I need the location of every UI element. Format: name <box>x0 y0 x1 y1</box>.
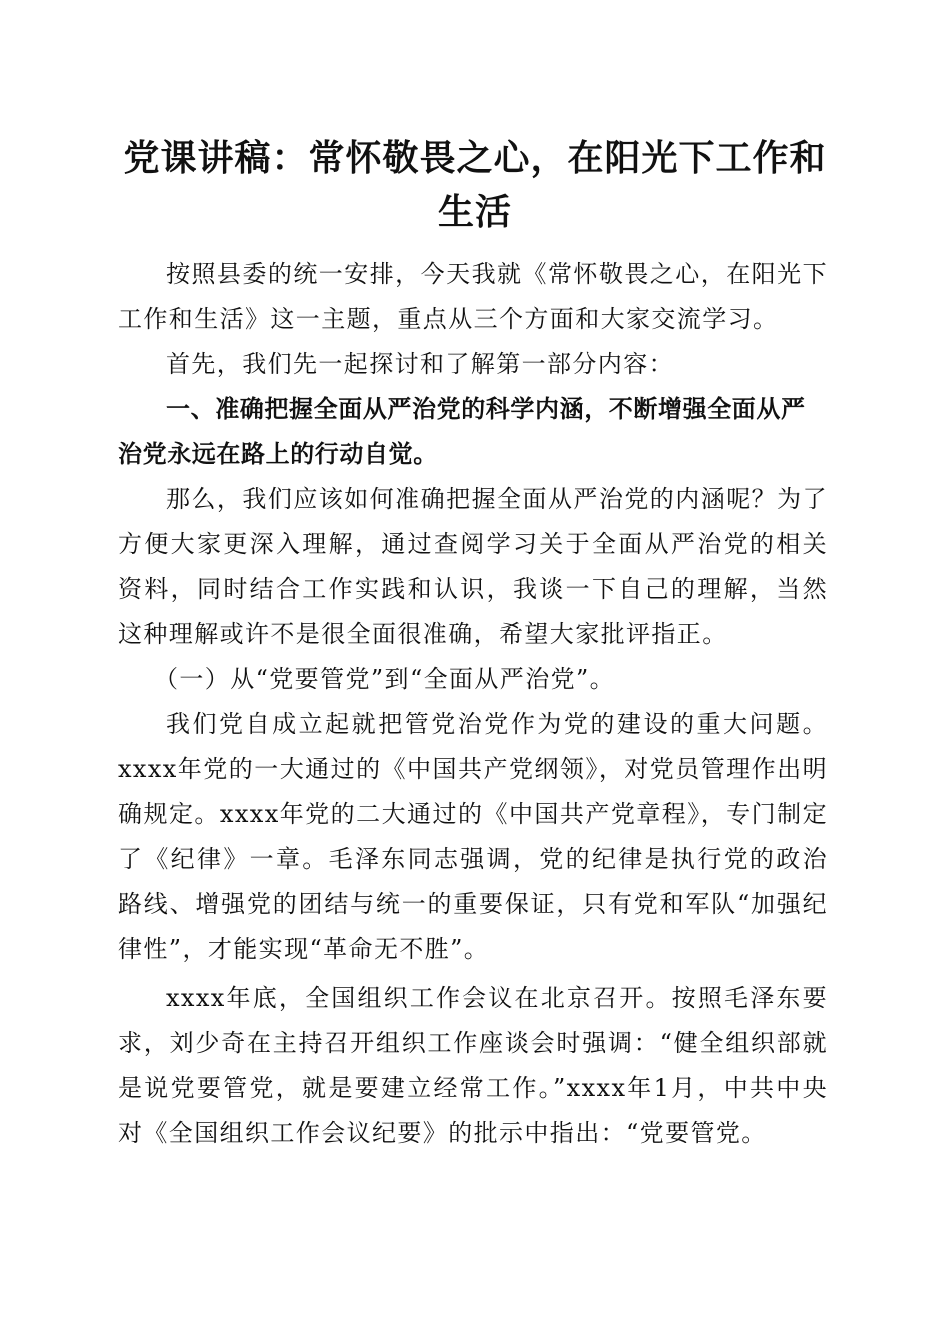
subsection-heading-1: （一）从“党要管党”到“全面从严治党”。 <box>154 665 616 693</box>
section-heading-1: 一、准确把握全面从严治党的科学内涵，不断增强全面从严治党永远在路上的行动自觉。 <box>118 395 806 468</box>
transition-paragraph: 首先，我们先一起探讨和了解第一部分内容： <box>166 350 674 378</box>
body-paragraph: 那么，我们应该如何准确把握全面从严治党的内涵呢？为了方便大家更深入理解，通过查阅学习关于全面从严治党的相关资料，同时结合工作实践和认识，我谈一下自己的理解，当然这种理解或许不是很全面很准确，希望大家批评指正。 <box>118 485 828 648</box>
document-body <box>118 252 828 1156</box>
intro-paragraph: 按照县委的统一安排，今天我就《常怀敬畏之心，在阳光下工作和生活》这一主题，重点从三个方面和大家交流学习。 <box>118 260 828 333</box>
document-title: 党课讲稿：常怀敬畏之心，在阳光下工作和生活 <box>123 138 827 233</box>
body-paragraph: xxxx年底，全国组织工作会议在北京召开。按照毛泽东要求，刘少奇在主持召开组织工作座谈会时强调：“健全组织部就是说党要管党，就是要建立经常工作。”xxxx年1月，中共中央对《全国组织工作会议纪要》的批示中指出：“党要管党。 <box>118 984 828 1147</box>
body-paragraph: 我们党自成立起就把管党治党作为党的建设的重大问题。xxxx年党的一大通过的《中国共产党纲领》，对党员管理作出明确规定。xxxx年党的二大通过的《中国共产党章程》，专门制定了《纪律》一章。毛泽东同志强调，党的纪律是执行党的政治路线、增强党的团结与统一的重要保证，只有党和军队“加强纪律性”，才能实现“革命无不胜”。 <box>118 710 828 963</box>
